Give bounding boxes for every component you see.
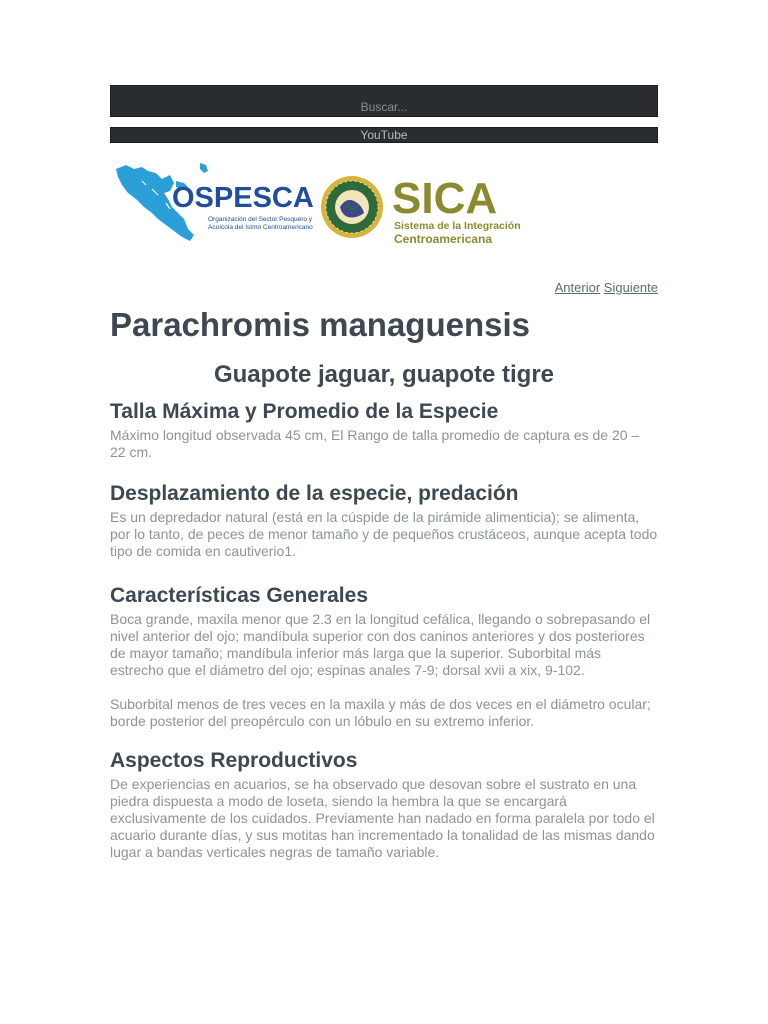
section-paragraph: Es un depredador natural (está en la cúspide de la pirámide alimenticia); se alimenta, por lo tanto, de peces de menor tamaño y de pequeños crustáceos, aunque acepta todo tipo de comida en cautiverio1. [110,509,658,559]
ospesca-tagline-2: Acuícola del Istmo Centroamericano [208,224,313,231]
section-caracteristicas [110,583,658,730]
page-subtitle: Guapote jaguar, guapote tigre [213,361,555,388]
search-input[interactable] [111,99,657,115]
previous-link[interactable]: Anterior [554,280,601,295]
section-talla [110,399,658,461]
section-paragraph: Boca grande, maxila menor que 2.3 en la longitud cefálica, llegando o sobrepasando el nivel anterior del ojo; mandíbula superior con dos caninos anteriores y dos posteriores de mayor tamaño; mandíbula inferior más larga que la superior. Suborbital más estrecho que el diámetro del ojo; espinas anales 7-9; dorsal xvii a xix, 9-102. [110,611,651,678]
section-reproductivos [110,748,658,861]
ospesca-logo [112,159,314,249]
sica-tagline-2: Centroamericana [394,232,493,246]
section-paragraph: De experiencias en acuarios, se ha observado que desovan sobre el sustrato en una piedra dispuesta a modo de loseta, siendo la hembra la que se encargará exclusivamente de los cuidados. Previamente han nadado en forma paralela por todo el acuario durante días, y sus motitas han incrementado la tonalidad de las mismas dando lugar a bandas verticales negras de tamaño variable. [110,776,655,860]
section-heading: Aspectos Reproductivos [110,749,358,772]
youtube-link[interactable]: YouTube [110,127,658,143]
search-bar[interactable] [110,85,658,117]
ospesca-tagline-1: Organización del Sector Pesquero y [208,216,313,223]
section-paragraph: Suborbital menos de tres veces en la maxila y más de dos veces en el diámetro ocular; borde posterior del preopérculo con un lóbulo en su extremo inferior. [110,696,651,729]
sica-tagline-1: Sistema de la Integración [394,220,521,232]
section-paragraph: Máximo longitud observada 45 cm, El Rango de talla promedio de captura es de 20 – 22 cm. [110,427,640,460]
pager [110,280,658,295]
sica-logo [320,163,521,249]
page-title: Parachromis managuensis [110,306,531,343]
sica-seal-icon [321,176,383,238]
section-heading: Desplazamiento de la especie, predación [110,482,519,505]
section-heading: Talla Máxima y Promedio de la Especie [110,400,499,423]
section-desplazamiento [110,481,658,560]
section-heading: Características Generales [110,584,368,607]
next-link[interactable]: Siguiente [603,280,658,295]
ospesca-wordmark: OSPESCA [172,182,314,214]
sica-wordmark: SICA [392,174,498,223]
logo-row [110,159,658,251]
page-container [110,85,658,861]
